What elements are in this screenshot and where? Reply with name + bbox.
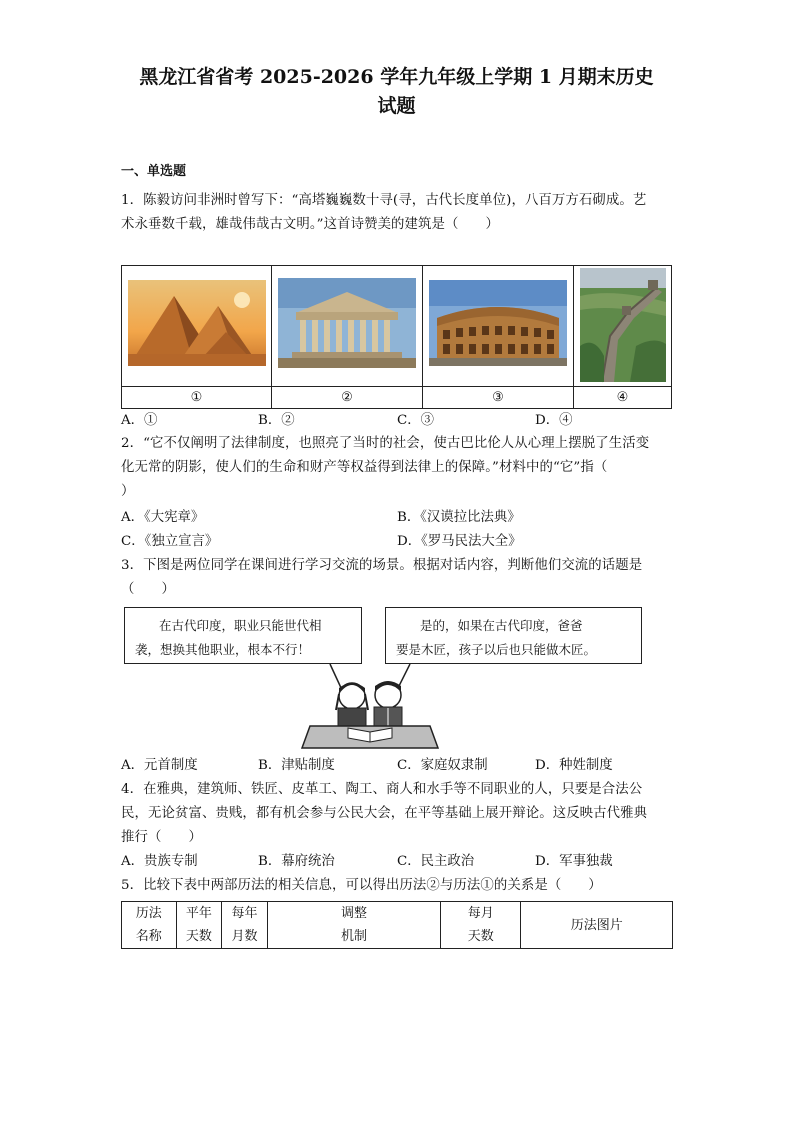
bubble-left-line: 在古代印度，职业只能世代相 — [159, 618, 322, 633]
speech-bubble-left — [124, 607, 362, 664]
question-2-line: 化无常的阴影，使人们的生命和财产等权益得到法律上的保障。”材料中的“它”指（ — [121, 460, 608, 475]
question-4-line: 推行（ ） — [121, 830, 202, 845]
q4-option-d[interactable]: D．军事独裁 — [535, 854, 613, 869]
bubble-right-line: 是的，如果在古代印度，爸爸 — [420, 618, 583, 633]
image-label-3: ③ — [423, 387, 574, 409]
bubble-right-line: 要是木匠，孩子以后也只能做木匠。 — [396, 642, 597, 657]
colosseum-image — [423, 266, 573, 386]
question-2-text — [121, 432, 676, 504]
image-cell-4 — [574, 266, 671, 386]
question-4-line: 民，无论贫富、贵贱，都有机会参与公民大会，在平等基础上展开辩论。这反映古代雅典 — [121, 806, 648, 821]
image-cell-1 — [122, 266, 272, 386]
page-title-line-2: 试题 — [377, 95, 416, 117]
q3-option-d[interactable]: D．种姓制度 — [535, 758, 613, 773]
q1-option-c[interactable]: C．③ — [397, 413, 435, 428]
q2-option-a[interactable]: A．《大宪章》 — [121, 510, 205, 525]
q3-option-b[interactable]: B．津贴制度 — [258, 758, 335, 773]
header-months-per-year: 每年 月数 — [222, 902, 268, 949]
q2-option-d[interactable]: D．《罗马民法大全》 — [397, 534, 522, 549]
header-calendar-name: 历法 名称 — [122, 902, 177, 949]
q2-option-b[interactable]: B．《汉谟拉比法典》 — [397, 510, 521, 525]
question-2-line: ） — [121, 484, 135, 499]
question-1-image-table — [121, 265, 672, 409]
section-heading: 一、单选题 — [121, 164, 187, 179]
q1-option-b[interactable]: B．② — [258, 413, 295, 428]
great-wall-image — [574, 266, 671, 386]
image-label-2: ② — [272, 387, 423, 409]
page-title-line-1: 黑龙江省省考 2025-2026 学年九年级上学期 1 月期末历史 — [139, 66, 654, 88]
question-1-text — [121, 189, 676, 237]
question-3-line: （ ） — [121, 582, 175, 597]
speech-bubble-right — [385, 607, 642, 664]
q2-option-c[interactable]: C．《独立宣言》 — [121, 534, 219, 549]
header-days-per-month: 每月 天数 — [441, 902, 521, 949]
question-2-line: 2．“它不仅阐明了法律制度，也照亮了当时的社会，使古巴比伦人从心理上摆脱了生活变 — [121, 436, 650, 451]
question-3-text — [121, 554, 676, 602]
image-cell-2 — [272, 266, 423, 386]
parthenon-image — [272, 266, 422, 386]
header-adjustment-mechanism: 调整 机制 — [267, 902, 440, 949]
question-5-text: 5．比较下表中两部历法的相关信息，可以得出历法②与历法①的关系是（ ） — [121, 878, 602, 893]
q1-option-d[interactable]: D．④ — [535, 413, 573, 428]
q4-option-b[interactable]: B．幕府统治 — [258, 854, 335, 869]
question-4-text — [121, 778, 676, 850]
table-header-row — [122, 902, 673, 949]
q4-option-c[interactable]: C．民主政治 — [397, 854, 475, 869]
calendar-comparison-table — [121, 901, 673, 949]
question-4-line: 4．在雅典，建筑师、铁匠、皮革工、陶工、商人和水手等不同职业的人，只要是合法公 — [121, 782, 643, 797]
pyramids-image — [122, 266, 270, 386]
q1-option-a[interactable]: A．① — [121, 413, 158, 428]
bubble-left-line: 袭，想换其他职业，根本不行！ — [135, 642, 311, 657]
image-label-4: ④ — [616, 390, 629, 405]
header-days-per-year: 平年 天数 — [176, 902, 222, 949]
image-cell-3 — [423, 266, 574, 386]
q3-option-c[interactable]: C．家庭奴隶制 — [397, 758, 488, 773]
question-3-line: 3．下图是两位同学在课间进行学习交流的场景。根据对话内容，判断他们交流的话题是 — [121, 558, 643, 573]
q4-option-a[interactable]: A．贵族专制 — [121, 854, 198, 869]
image-number-row — [122, 386, 671, 409]
question-1-line: 术永垂数千载，雄哉伟哉古文明。”这首诗赞美的建筑是（ ） — [121, 217, 499, 232]
question-1-line: 1．陈毅访问非洲时曾写下：“高塔巍巍数十寻(寻，古代长度单位)，八百万方石砌成。艺 — [121, 193, 647, 208]
image-label-1: ① — [122, 387, 272, 409]
header-calendar-image: 历法图片 — [521, 902, 673, 949]
q3-option-a[interactable]: A．元首制度 — [121, 758, 198, 773]
students-illustration — [290, 662, 450, 752]
